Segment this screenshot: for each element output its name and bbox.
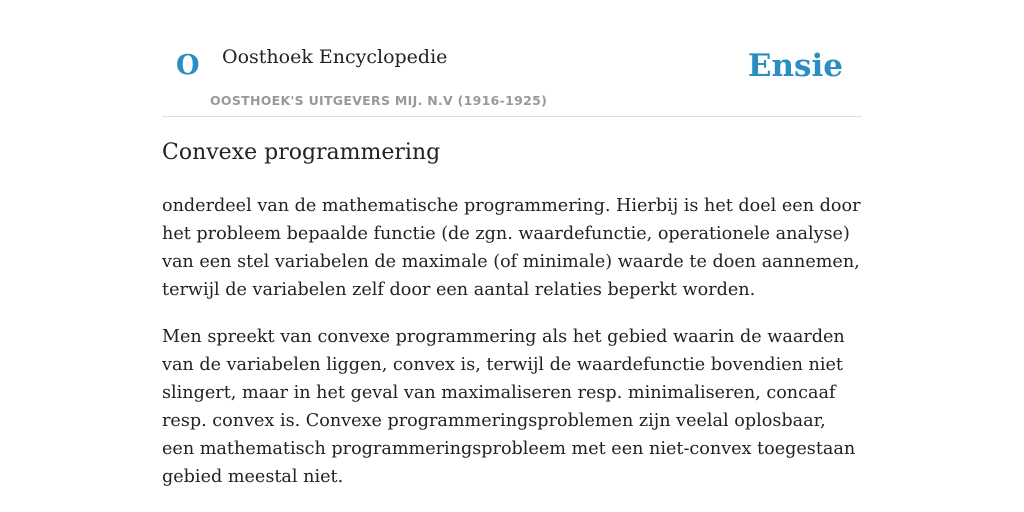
article-title: Convexe programmering — [162, 140, 441, 165]
encyclopedia-title[interactable]: Oosthoek Encyclopedie — [222, 46, 448, 68]
ensie-logo-link[interactable]: Ensie — [747, 48, 843, 84]
article-body — [162, 192, 862, 510]
article-paragraph-2: Men spreekt van convexe programmering als het gebied waarin de waarden van de variabelen liggen, convex is, terwijl de waardefunctie bovendien niet slingert, maar in het geval van maximaliseren resp. minimaliseren, concaaf resp. convex is. Convexe programmeringsproblemen zijn veelal oplosbaar, een mathematisch programmeringsprobleem met een niet-convex toegestaan gebied meestal niet. — [162, 327, 856, 487]
encyclopedia-header — [162, 0, 862, 117]
article-paragraph-1: onderdeel van de mathematische programmering. Hierbij is het doel een door het probleem bepaalde functie (de zgn. waardefunctie, operationele analyse) van een stel variabelen de maximale (of minimale) waarde te doen aannemen, terwijl de variabelen zelf door een aantal relaties beperkt worden. — [162, 196, 861, 300]
publisher-label: OOSTHOEK'S UITGEVERS MIJ. N.V (1916-1925) — [210, 93, 548, 108]
index-letter[interactable]: O — [176, 50, 200, 81]
